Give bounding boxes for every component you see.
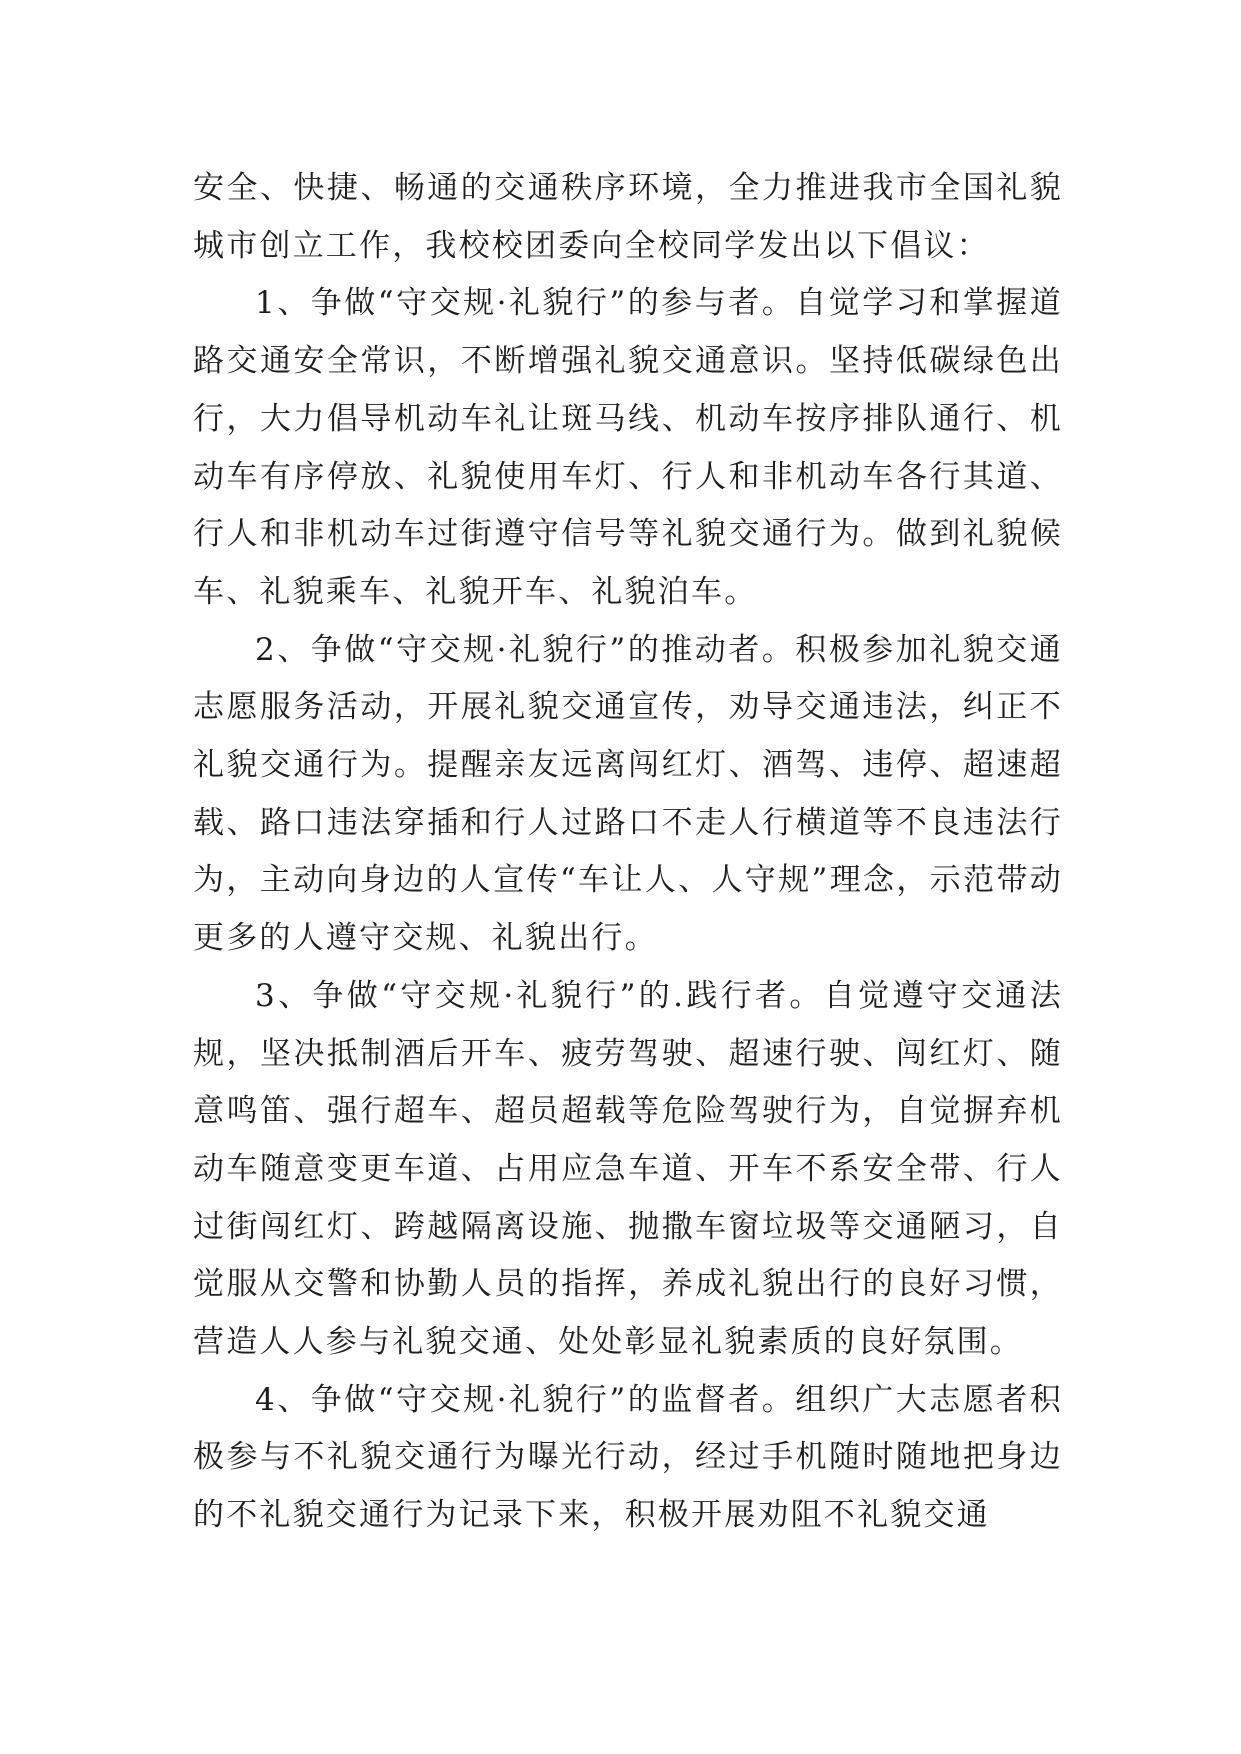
paragraph-proposal-1: 1、争做“守交规·礼貌行”的参与者。自觉学习和掌握道路交通安全常识，不断增强礼貌交通意识。坚持低碳绿色出行，大力倡导机动车礼让斑马线、机动车按序排队通行、机动车有序停放、礼貌使用车灯、行人和非机动车各行其道、行人和非机动车过街遵守信号等礼貌交通行为。做到礼貌候车、礼貌乘车、礼貌开车、礼貌泊车。 <box>193 285 1063 610</box>
paragraph-proposal-2: 2、争做“守交规·礼貌行”的推动者。积极参加礼貌交通志愿服务活动，开展礼貌交通宣传，劝导交通违法，纠正不礼貌交通行为。提醒亲友远离闯红灯、酒驾、违停、超速超载、路口违法穿插和行人过路口不走人行横道等不良违法行为，主动向身边的人宣传“车让人、人守规”理念，示范带动更多的人遵守交规、礼貌出行。 <box>193 631 1063 957</box>
paragraph-proposal-3: 3、争做“守交规·礼貌行”的.践行者。自觉遵守交通法规，坚决抵制酒后开车、疲劳驾驶、超速行驶、闯红灯、随意鸣笛、强行超车、超员超载等危险驾驶行为，自觉摒弃机动车随意变更车道、占用应急车道、开车不系安全带、行人过街闯红灯、跨越隔离设施、抛撒车窗垃圾等交通陋习，自觉服从交警和协勤人员的指挥，养成礼貌出行的良好习惯，营造人人参与礼貌交通、处处彰显礼貌素质的良好氛围。 <box>193 977 1063 1361</box>
paragraph-proposal-4: 4、争做“守交规·礼貌行”的监督者。组织广大志愿者积极参与不礼貌交通行为曝光行动，经过手机随时随地把身边的不礼貌交通行为记录下来，积极开展劝阻不礼貌交通 <box>193 1381 1063 1534</box>
paragraph-intro-continuation: 安全、快捷、畅通的交通秩序环境，全力推进我市全国礼貌城市创立工作，我校校团委向全校同学发出以下倡议： <box>193 170 1063 264</box>
document-body <box>193 160 1063 1545</box>
